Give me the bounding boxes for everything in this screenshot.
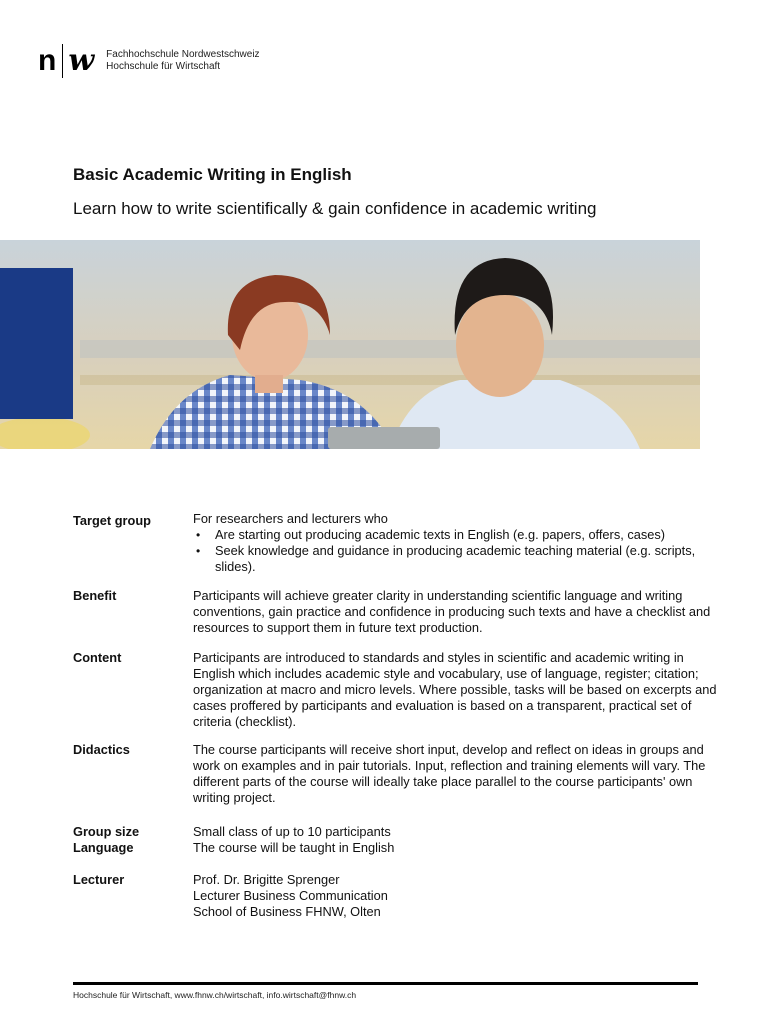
lecturer-line: Lecturer Business Communication bbox=[193, 888, 388, 903]
label-content: Content bbox=[73, 650, 122, 665]
logo-line-1: Fachhochschule Nordwestschweiz bbox=[106, 49, 260, 60]
logo-letter-n: n bbox=[38, 44, 57, 77]
logo-mark bbox=[38, 44, 94, 78]
target-group-intro: For researchers and lecturers who bbox=[193, 511, 388, 526]
label-lecturer: Lecturer bbox=[73, 872, 125, 887]
list-item: • Seek knowledge and guidance in producing academic teaching material (e.g. scripts, slides). bbox=[215, 543, 718, 575]
page-subtitle: Learn how to write scientifically & gain confidence in academic writing bbox=[73, 199, 597, 218]
logo-line-2: Hochschule für Wirtschaft bbox=[106, 61, 221, 72]
label-benefit: Benefit bbox=[73, 588, 117, 603]
label-didactics: Didactics bbox=[73, 742, 130, 757]
fhnw-logo bbox=[38, 44, 260, 78]
body-benefit: Participants will achieve greater clarity in understanding scientific language and writing conventions, gain practice and confidence in producing such texts and have a checklist and resources to support them in future text production. bbox=[193, 588, 711, 635]
body-target-group bbox=[193, 511, 718, 575]
label-group-size: Group size bbox=[73, 824, 140, 839]
logo-text bbox=[106, 49, 259, 73]
footer-rule bbox=[73, 982, 698, 985]
list-item: • Are starting out producing academic texts in English (e.g. papers, offers, cases) bbox=[215, 527, 718, 543]
accent-block bbox=[0, 268, 73, 419]
footer-text: Hochschule für Wirtschaft, www.fhnw.ch/wirtschaft, info.wirtschaft@fhnw.ch bbox=[73, 990, 357, 1000]
logo-letter-w: w bbox=[68, 43, 95, 78]
body-didactics: The course participants will receive short input, develop and reflect on ideas in groups and work on examples and in pair tutorials. Input, reflection and training elements will vary. The different parts of the course will ideally take place parallel to the course participants' own writing project. bbox=[193, 742, 706, 805]
lecturer-line: Prof. Dr. Brigitte Sprenger bbox=[193, 872, 340, 887]
label-target-group: Target group bbox=[73, 513, 151, 528]
lecturer-line: School of Business FHNW, Olten bbox=[193, 904, 381, 919]
body-group-size: Small class of up to 10 participants bbox=[193, 824, 391, 839]
target-group-list bbox=[193, 527, 718, 575]
page-title: Basic Academic Writing in English bbox=[73, 165, 352, 184]
logo-divider bbox=[62, 44, 63, 78]
body-content: Participants are introduced to standards and styles in scientific and academic writing in English which includes academic style and vocabulary, use of language, register; citation; organization at macro and micro levels. Where possible, tasks will be based on excerpts and cases proffered by participants and evaluation is based on a transparent, practical set of criteria (checklist). bbox=[193, 650, 717, 729]
label-language: Language bbox=[73, 840, 134, 855]
body-language: The course will be taught in English bbox=[193, 840, 395, 855]
hero-photo bbox=[0, 240, 700, 449]
body-lecturer bbox=[193, 872, 718, 920]
